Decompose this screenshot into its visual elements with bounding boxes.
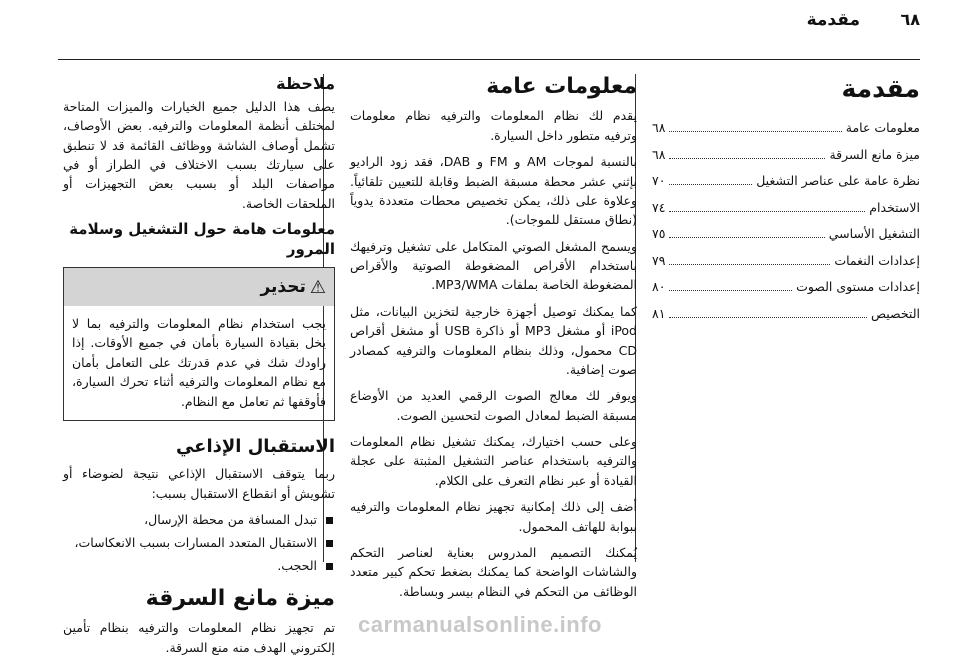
toc-column xyxy=(652,74,920,622)
running-header-title: مقدمة xyxy=(806,10,860,30)
chapter-heading: مقدمة xyxy=(841,74,920,103)
toc-leader-dots xyxy=(669,317,867,318)
antitheft-heading: ميزة مانع السرقة xyxy=(145,586,335,612)
toc-entry-label: التشغيل الأساسي xyxy=(828,226,920,241)
toc-entry-label: نظرة عامة على عناصر التشغيل xyxy=(756,173,920,188)
toc-entry-label: الاستخدام xyxy=(869,199,920,215)
general-info-column xyxy=(350,74,637,622)
table-of-contents xyxy=(652,120,920,332)
general-info-paragraph: كما يمكنك توصيل أجهزة خارجية لتخزين البيانات، مثل iPod أو مشغل MP3 أو ذاكرة USB أو مشغل أقراص CD محمول، وذلك بنظام المعلومات والترفيه كمصادر صوت إضافية. xyxy=(350,303,637,377)
reception-text: ربما يتوقف الاستقبال الإذاعي نتيجة لضوضاء أو تشويش أو انقطاع الاستقبال بسبب: xyxy=(63,466,335,501)
safety-heading: معلومات هامة حول التشغيل وسلامة المرور xyxy=(69,220,335,258)
toc-leader-dots xyxy=(669,158,825,159)
toc-leader-dots xyxy=(669,211,865,212)
toc-entry-page: ٦٨ xyxy=(652,120,666,135)
note-text: يصف هذا الدليل جميع الخيارات والميزات المتاحة لمختلف أنظمة المعلومات والترفيه. بعض الأوصاف، تشمل أوصاف الشاشة ووظائف القائمة قد لا تنطبق على سيارتك بسبب الاختلاف في الطراز أو في مواصفات البلد أو بسبب بعض التجهيزات أو الملحقات الخاصة. xyxy=(63,98,335,211)
toc-entry-page: ٨٠ xyxy=(652,279,666,294)
safety-column xyxy=(63,74,335,655)
reception-heading: الاستقبال الإذاعي xyxy=(175,435,335,457)
reception-bullet-list xyxy=(63,510,335,576)
toc-entry-page: ٧٤ xyxy=(652,199,666,215)
toc-entry-label: التخصيص xyxy=(870,305,920,321)
toc-entry[interactable] xyxy=(652,120,920,147)
toc-entry-page: ٧٩ xyxy=(652,252,666,268)
toc-entry[interactable] xyxy=(652,306,920,333)
watermark: carmanualsonline.info xyxy=(358,612,602,637)
toc-entry[interactable] xyxy=(652,226,920,253)
general-info-heading: معلومات عامة xyxy=(486,74,637,99)
toc-entry[interactable] xyxy=(652,147,920,174)
general-info-paragraph: ويوفر لك معالج الصوت الرقمي العديد من الأوضاع مسبقة الضبط لمعادل الصوت لتحسين الصوت. xyxy=(350,388,637,423)
general-info-paragraph: ويسمح المشغل الصوتي المتكامل على تشغيل وترفيهك باستخدام الأقراص المضغوطة الصوتية والأقراص المضغوطة الخاصة بملفات MP3/WMA. xyxy=(350,238,637,293)
toc-leader-dots xyxy=(669,290,792,291)
toc-entry-label: إعدادات مستوى الصوت xyxy=(796,279,920,294)
antitheft-text: تم تجهيز نظام المعلومات والترفيه بنظام تأمين إلكتروني الهدف منه منع السرقة. xyxy=(63,620,335,655)
warning-triangle-icon: ⚠ xyxy=(309,276,326,298)
toc-leader-dots xyxy=(669,184,752,185)
toc-entry[interactable] xyxy=(652,200,920,227)
toc-entry-page: ٧٠ xyxy=(652,173,666,188)
list-item: الحجب. xyxy=(63,556,335,576)
toc-entry-label: معلومات عامة xyxy=(845,120,920,135)
toc-leader-dots xyxy=(669,264,830,265)
toc-entry-label: ميزة مانع السرقة xyxy=(829,146,920,162)
toc-leader-dots xyxy=(669,237,824,238)
toc-leader-dots xyxy=(669,131,841,132)
toc-entry[interactable] xyxy=(652,253,920,280)
toc-entry[interactable] xyxy=(652,279,920,306)
toc-entry[interactable] xyxy=(652,173,920,200)
general-info-paragraph: يقدم لك نظام المعلومات والترفيه نظام معلومات وترفيه متطور داخل السيارة. xyxy=(350,108,637,143)
warning-header xyxy=(64,268,334,306)
page-number: ٦٨ xyxy=(900,10,920,29)
general-info-paragraph: أضف إلى ذلك إمكانية تجهيز نظام المعلومات والترفيه ببوابة للهاتف المحمول. xyxy=(350,499,637,534)
list-item: الاستقبال المتعدد المسارات بسبب الانعكاسات، xyxy=(63,533,335,553)
warning-label: تحذير xyxy=(260,277,306,298)
warning-text: يجب استخدام نظام المعلومات والترفيه بما لا يخل بقيادة السيارة بأمان في جميع الأوقات. إذا راودك شك في عدم قدرتك على التعامل بأمان مع نظام المعلومات والترفيه أثناء تحرك السيارة، فأوقفها ثم تعامل مع النظام. xyxy=(72,316,326,409)
general-info-paragraph: يُمكنك التصميم المدروس بعناية لعناصر التحكم والشاشات الواضحة كما يمكنك بضغط تحكم كبير متعدد الوظائف من التحكم في النظام بيسر وبساطة. xyxy=(350,544,637,599)
toc-entry-page: ٦٨ xyxy=(652,146,666,162)
toc-entry-label: إعدادات النغمات xyxy=(834,252,920,268)
list-item: تبدل المسافة من محطة الإرسال، xyxy=(63,510,335,530)
warning-box xyxy=(63,267,335,421)
header-divider xyxy=(58,59,920,60)
warning-body xyxy=(64,306,334,420)
toc-entry-page: ٨١ xyxy=(652,305,666,321)
note-heading: ملاحظة xyxy=(276,74,335,93)
general-info-paragraph: بالنسبة لموجات AM و FM و DAB، فقد زود الراديو بإثني عشر محطة مسبقة الضبط وقابلة للتعيين تلقائياً. وعلاوة على ذلك، يمكن تخصيص محطات متعددة يدوياً (نطاق مستقل للموجات). xyxy=(350,154,638,228)
general-info-paragraph: وعلى حسب اختيارك، يمكنك تشغيل نظام المعلومات والترفيه باستخدام عناصر التشغيل المثبتة على عجلة القيادة أو عبر نظام التعرف على الكلام. xyxy=(350,434,637,488)
toc-entry-page: ٧٥ xyxy=(652,226,666,241)
